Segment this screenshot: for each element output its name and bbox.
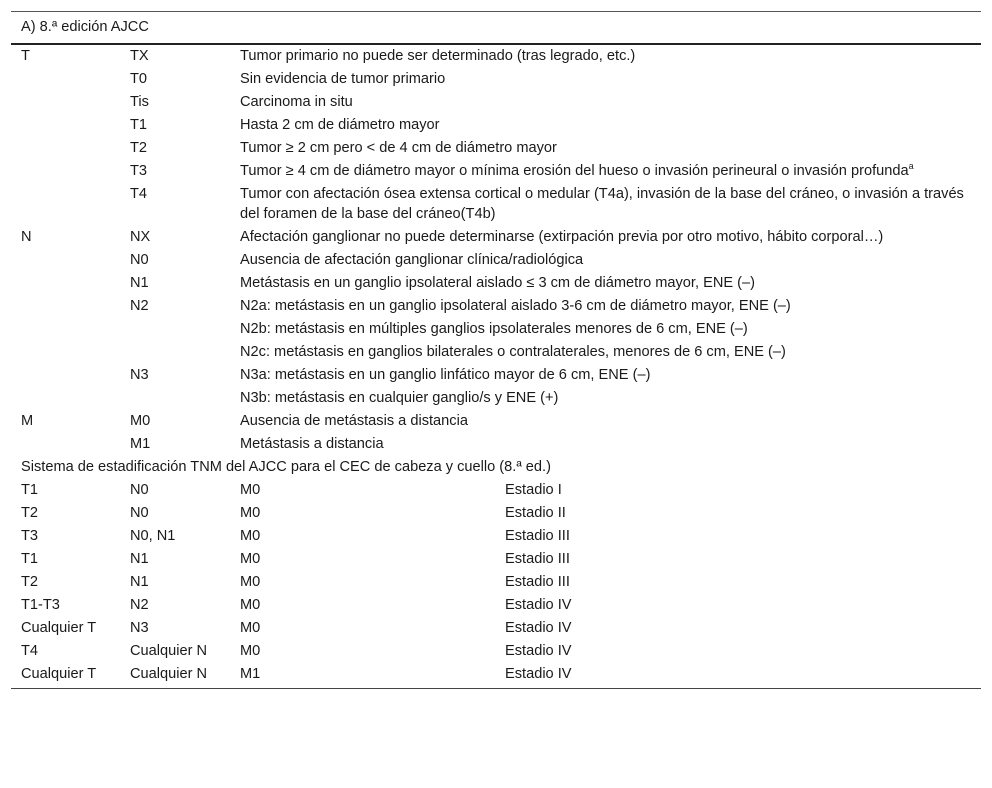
- tnm-description-text: N2c: metástasis en ganglios bilaterales o contralaterales, menores de 6 cm, ENE (–): [240, 344, 786, 360]
- tnm-code: M0: [130, 413, 151, 429]
- tnm-row: [11, 295, 981, 318]
- tnm-description-text: Tumor ≥ 2 cm pero < de 4 cm de diámetro mayor: [240, 140, 557, 156]
- tnm-description-text: Ausencia de afectación ganglionar clínica/radiológica: [240, 252, 584, 268]
- tnm-description: [230, 249, 981, 272]
- stage-t: T2: [21, 574, 39, 590]
- staging-section: [11, 456, 981, 689]
- stage-m: M0: [240, 551, 261, 567]
- tnm-row: [11, 433, 981, 456]
- stage-group: Estadio I: [505, 482, 562, 498]
- stage-n: N0: [130, 482, 149, 498]
- ajcc-table-container: [11, 11, 981, 689]
- tnm-category: [11, 183, 120, 226]
- stage-m: M0: [240, 505, 261, 521]
- stage-t: T3: [21, 528, 39, 544]
- stage-n: N3: [130, 620, 149, 636]
- stage-n: N0: [130, 505, 149, 521]
- stage-group: Estadio IV: [505, 597, 572, 613]
- tnm-code: T4: [130, 186, 148, 202]
- stage-group: Estadio II: [505, 505, 566, 521]
- tnm-category: [11, 114, 120, 137]
- tnm-description-text: Hasta 2 cm de diámetro mayor: [240, 117, 440, 133]
- tnm-description-text: Carcinoma in situ: [240, 94, 353, 110]
- stage-group: Estadio III: [505, 551, 570, 567]
- stage-n: N0, N1: [130, 528, 176, 544]
- ajcc-table: [11, 11, 981, 689]
- staging-title: Sistema de estadificación TNM del AJCC para el CEC de cabeza y cuello (8.ª ed.): [21, 459, 551, 475]
- tnm-category: [11, 68, 120, 91]
- tnm-row: [11, 341, 981, 364]
- tnm-row: [11, 160, 981, 183]
- tnm-code: Tis: [130, 94, 149, 110]
- staging-row: [11, 548, 981, 571]
- tnm-category: T: [21, 48, 30, 64]
- staging-row: [11, 525, 981, 548]
- staging-row: [11, 594, 981, 617]
- stage-t: T1: [21, 551, 39, 567]
- tnm-description-text: N2b: metástasis en múltiples ganglios ipsolaterales menores de 6 cm, ENE (–): [240, 321, 748, 337]
- tnm-description: [230, 318, 981, 341]
- tnm-category: [11, 433, 120, 456]
- tnm-row: [11, 364, 981, 387]
- staging-row: [11, 640, 981, 663]
- stage-m: M1: [230, 663, 495, 689]
- tnm-code: [120, 387, 230, 410]
- tnm-code: N1: [130, 275, 149, 291]
- tnm-description: [230, 410, 981, 433]
- tnm-row: [11, 68, 981, 91]
- tnm-description-text: N3a: metástasis en un ganglio linfático mayor de 6 cm, ENE (–): [240, 367, 651, 383]
- stage-m: M0: [240, 528, 261, 544]
- tnm-code: T3: [130, 163, 148, 179]
- tnm-code: T2: [130, 140, 148, 156]
- stage-t: Cualquier T: [21, 620, 97, 636]
- tnm-description: [230, 137, 981, 160]
- staging-row: [11, 479, 981, 502]
- tnm-category: N: [21, 229, 32, 245]
- stage-t: T1-T3: [21, 597, 60, 613]
- tnm-category: [11, 91, 120, 114]
- tnm-code: N3: [130, 367, 149, 383]
- stage-t: T4: [21, 643, 39, 659]
- stage-group: Estadio IV: [505, 620, 572, 636]
- tnm-row: [11, 91, 981, 114]
- stage-m: M0: [240, 643, 261, 659]
- tnm-row: [11, 410, 981, 433]
- tnm-description-text: N2a: metástasis en un ganglio ipsolateral aislado 3-6 cm de diámetro mayor, ENE (–): [240, 298, 791, 314]
- tnm-category: [11, 272, 120, 295]
- stage-group: Estadio III: [505, 574, 570, 590]
- tnm-description: [230, 68, 981, 91]
- staging-title-row: [11, 456, 981, 479]
- tnm-code: NX: [130, 229, 151, 245]
- stage-m: M0: [240, 597, 261, 613]
- tnm-category: [11, 295, 120, 318]
- tnm-row: [11, 137, 981, 160]
- stage-group: Estadio IV: [495, 663, 981, 689]
- tnm-description: [230, 114, 981, 137]
- staging-row: [11, 502, 981, 525]
- tnm-code: N2: [130, 298, 149, 314]
- tnm-code: N0: [130, 252, 149, 268]
- tnm-category: [11, 318, 120, 341]
- tnm-code: [120, 318, 230, 341]
- stage-n: Cualquier N: [130, 643, 208, 659]
- tnm-description: [230, 183, 981, 226]
- tnm-category: [11, 160, 120, 183]
- tnm-row: [11, 318, 981, 341]
- tnm-row: [11, 387, 981, 410]
- tnm-code: TX: [130, 48, 149, 64]
- tnm-category: [11, 341, 120, 364]
- tnm-description-text: Metástasis a distancia: [240, 436, 384, 452]
- stage-m: M0: [240, 620, 261, 636]
- tnm-code: T0: [130, 71, 148, 87]
- tnm-code: M1: [130, 436, 151, 452]
- tnm-description: [230, 387, 981, 410]
- stage-group: Estadio III: [505, 528, 570, 544]
- tnm-description-text: Afectación ganglionar no puede determinarse (extirpación previa por otro motivo, hábito corporal…): [240, 229, 884, 245]
- tnm-description: [230, 160, 981, 183]
- stage-m: M0: [240, 482, 261, 498]
- tnm-description-text: Ausencia de metástasis a distancia: [240, 413, 468, 429]
- tnm-category: [11, 387, 120, 410]
- tnm-description-text: Tumor primario no puede ser determinado (tras legrado, etc.): [240, 48, 636, 64]
- stage-n: N1: [130, 574, 149, 590]
- tnm-category: M: [21, 413, 34, 429]
- tnm-row: [11, 249, 981, 272]
- stage-m: M0: [240, 574, 261, 590]
- tnm-description: [230, 91, 981, 114]
- staging-row: [11, 571, 981, 594]
- footnote-marker: a: [908, 161, 914, 172]
- tnm-category: [11, 137, 120, 160]
- tnm-description-text: Tumor con afectación ósea extensa cortical o medular (T4a), invasión de la base del cráneo, o invasión a través del foramen de la base del cráneo(T4b): [240, 186, 964, 222]
- tnm-description-text: Metástasis en un ganglio ipsolateral aislado ≤ 3 cm de diámetro mayor, ENE (–): [240, 275, 755, 291]
- tnm-row: [11, 226, 981, 249]
- tnm-definitions: [11, 44, 981, 456]
- tnm-category: [11, 249, 120, 272]
- stage-n: Cualquier N: [120, 663, 230, 689]
- tnm-description: [230, 433, 981, 456]
- tnm-code: [120, 341, 230, 364]
- tnm-row: [11, 272, 981, 295]
- tnm-description-text: Tumor ≥ 4 cm de diámetro mayor o mínima erosión del hueso o invasión perineural o invasión profunda: [240, 163, 909, 179]
- tnm-description: [230, 226, 981, 249]
- staging-row: [11, 617, 981, 640]
- tnm-description: [230, 295, 981, 318]
- stage-t: T1: [21, 482, 39, 498]
- tnm-code: T1: [130, 117, 148, 133]
- stage-n: N2: [130, 597, 149, 613]
- tnm-description: [230, 44, 981, 68]
- stage-n: N1: [130, 551, 149, 567]
- tnm-description-text: N3b: metástasis en cualquier ganglio/s y ENE (+): [240, 390, 559, 406]
- tnm-row: [11, 44, 981, 68]
- table-caption: A) 8.ª edición AJCC: [11, 12, 981, 45]
- tnm-description: [230, 364, 981, 387]
- tnm-description: [230, 341, 981, 364]
- tnm-row: [11, 183, 981, 226]
- stage-t: T2: [21, 505, 39, 521]
- stage-t: Cualquier T: [11, 663, 120, 689]
- staging-row: [11, 663, 981, 689]
- tnm-category: [11, 364, 120, 387]
- tnm-row: [11, 114, 981, 137]
- tnm-description-text: Sin evidencia de tumor primario: [240, 71, 446, 87]
- tnm-description: [230, 272, 981, 295]
- stage-group: Estadio IV: [505, 643, 572, 659]
- table-caption-row: [11, 12, 981, 45]
